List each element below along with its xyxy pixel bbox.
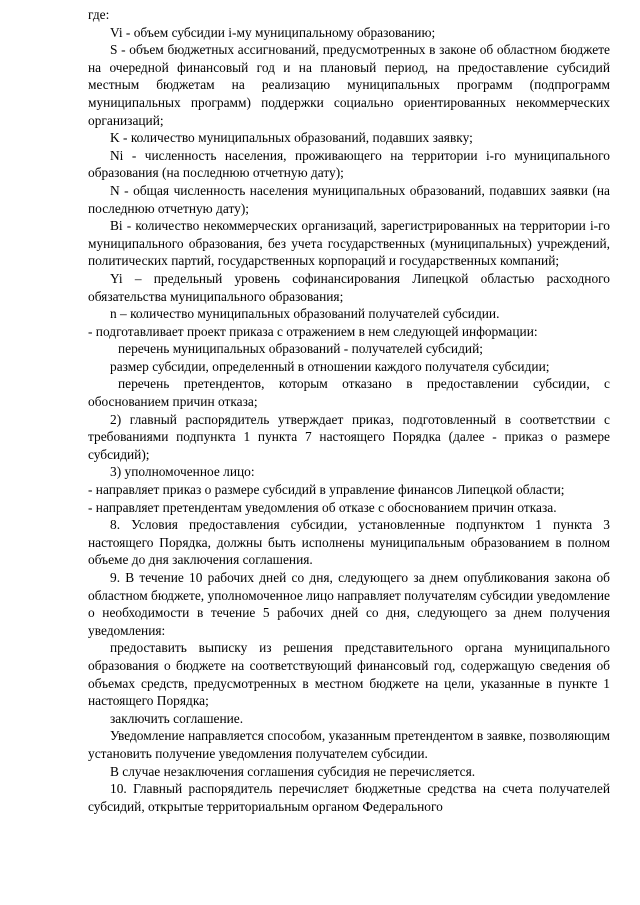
paragraph: перечень претендентов, которым отказано в предоставлении субсидии, с обоснованием причин отказа; (88, 376, 610, 410)
paragraph: N - общая численность населения муниципальных образований, подавших заявки (на последнюю отчетную дату); (88, 182, 610, 216)
paragraph: перечень муниципальных образований - получателей субсидий; (118, 341, 483, 357)
paragraph: K - количество муниципальных образований, подавших заявку; (110, 130, 473, 146)
paragraph: Yi – предельный уровень софинансирования Липецкой областью расходного обязательства муниципального образования; (88, 270, 610, 304)
paragraph: заключить соглашение. (110, 710, 244, 726)
paragraph: размер субсидии, определенный в отношении каждого получателя субсидии; (110, 358, 550, 374)
paragraph: 2) главный распорядитель утверждает приказ, подготовленный в соответствии с требованиями подпункта 1 пункта 7 настоящего Порядка (далее - приказ о размере субсидий); (88, 411, 610, 462)
paragraph: 8. Условия предоставления субсидии, установленные подпунктом 1 пункта 3 настоящего Порядка, должны быть исполнены муниципальным образованием в полном объеме до дня заключения соглашения. (88, 517, 610, 568)
paragraph: где: (88, 7, 110, 22)
paragraph: предоставить выписку из решения представительного органа муниципального образования о бюджете на соответствующий финансовый год, содержащую сведения об объемах средств, предусмотренных в местном бюджете на цели, указанные в пункте 1 настоящего Порядка; (88, 640, 610, 709)
paragraph: - направляет приказ о размере субсидий в управление финансов Липецкой области; (88, 482, 565, 498)
paragraph: В случае незаключения соглашения субсидия не перечисляется. (110, 763, 476, 779)
paragraph: Уведомление направляется способом, указанным претендентом в заявке, позволяющим установить получение уведомления получателем субсидии. (88, 728, 610, 761)
paragraph: Vi - объем субсидии i-му муниципальному образованию; (110, 24, 436, 40)
paragraph: - направляет претендентам уведомления об отказе с обоснованием причин отказа. (88, 499, 557, 515)
paragraph: n – количество муниципальных образований получателей субсидии. (110, 306, 500, 322)
paragraph: 10. Главный распорядитель перечисляет бюджетные средства на счета получателей субсидий, открытые территориальным органом Федерального (88, 781, 610, 814)
paragraph: Bi - количество некоммерческих организаций, зарегистрированных на территории i-го муниципального образования, без учета государственных (муниципальных) учреждений, политических партий, государственных корпораций и государственных компаний; (88, 218, 610, 269)
paragraph: S - объем бюджетных ассигнований, предусмотренных в законе об областном бюджете на очередной финансовый год и на плановый период, на предоставление субсидий местным бюджетам на реализацию муниципальных программ (подпрограмм муниципальных программ) поддержки социально ориентированных некоммерческих организаций; (88, 42, 610, 128)
paragraph: 9. В течение 10 рабочих дней со дня, следующего за днем опубликования закона об областном бюджете, уполномоченное лицо направляет получателям субсидии уведомление о необходимости в течение 5 рабочих дней со дня, следующего за днем получения уведомления: (88, 570, 610, 638)
paragraph: - подготавливает проект приказа с отражением в нем следующей информации: (88, 323, 538, 339)
paragraph: 3) уполномоченное лицо: (110, 464, 255, 480)
paragraph: Ni - численность населения, проживающего на территории i-го муниципального образования (на последнюю отчетную дату); (88, 147, 610, 181)
